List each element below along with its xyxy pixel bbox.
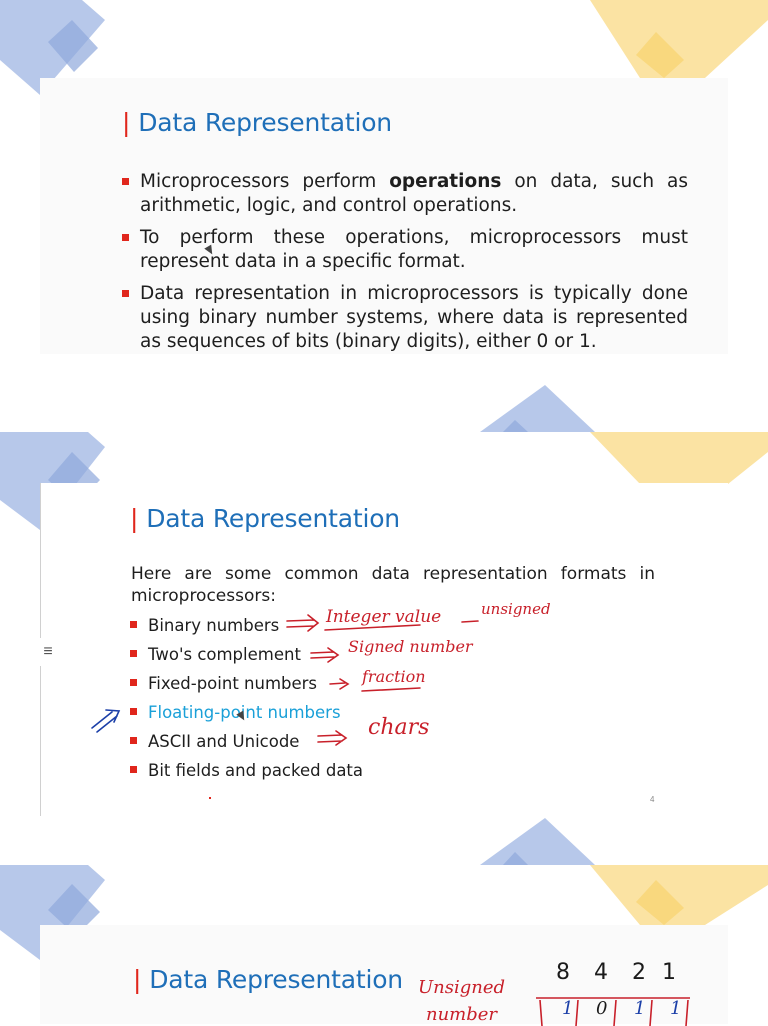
bullet-item: Microprocessors perform operations on data, such as arithmetic, logic, and control operations. bbox=[118, 170, 688, 218]
format-item-binary: Binary numbers bbox=[126, 611, 466, 640]
slide-1-bullet-list bbox=[118, 170, 688, 362]
bit-4: 1 bbox=[670, 998, 682, 1019]
format-item-fixed-point: Fixed-point numbers bbox=[126, 669, 466, 698]
note-number-label: number bbox=[426, 1004, 498, 1025]
note-fraction: fraction bbox=[362, 667, 426, 686]
slide-2-intro: Here are some common data representation formats in microprocessors: bbox=[131, 564, 655, 606]
bit-3: 1 bbox=[634, 998, 646, 1019]
title-bar-mark: | bbox=[133, 965, 142, 994]
weight-4: 4 bbox=[594, 960, 608, 985]
bit-2: 0 bbox=[596, 998, 608, 1019]
slide-3-title: | Data Representation bbox=[133, 965, 403, 994]
red-dot bbox=[209, 797, 211, 799]
format-item-floating-point[interactable]: Floating-point numbers bbox=[126, 698, 466, 727]
page-number: 4 bbox=[650, 795, 655, 804]
weight-1: 1 bbox=[662, 960, 676, 985]
weight-2: 2 bbox=[632, 960, 646, 985]
note-unsigned: unsigned bbox=[481, 600, 551, 618]
title-bar-mark: | bbox=[130, 504, 139, 533]
bullet-item: To perform these operations, microprocessors must represent data in a specific format. bbox=[118, 226, 688, 274]
note-signed-number: Signed number bbox=[348, 637, 473, 656]
hamburger-icon[interactable]: ≡ bbox=[36, 638, 60, 666]
title-bar-mark: | bbox=[122, 108, 131, 137]
weight-8: 8 bbox=[556, 960, 570, 985]
bit-table-lines bbox=[534, 996, 692, 1026]
slide-1-title: | Data Representation bbox=[122, 108, 392, 137]
format-item-twos-complement: Two's complement bbox=[126, 640, 466, 669]
note-chars: chars bbox=[368, 715, 430, 740]
bit-1: 1 bbox=[562, 998, 574, 1019]
slide-2-title: | Data Representation bbox=[130, 504, 400, 533]
bullet-item: Data representation in microprocessors is typically done using binary number systems, where data is represented as sequences of bits (binary digits), either 0 or 1. bbox=[118, 282, 688, 354]
note-unsigned-label: Unsigned bbox=[418, 977, 506, 998]
format-item-bit-fields: Bit fields and packed data bbox=[126, 756, 466, 785]
format-item-ascii-unicode: ASCII and Unicode bbox=[126, 727, 466, 756]
note-integer-value: Integer value bbox=[326, 607, 442, 627]
